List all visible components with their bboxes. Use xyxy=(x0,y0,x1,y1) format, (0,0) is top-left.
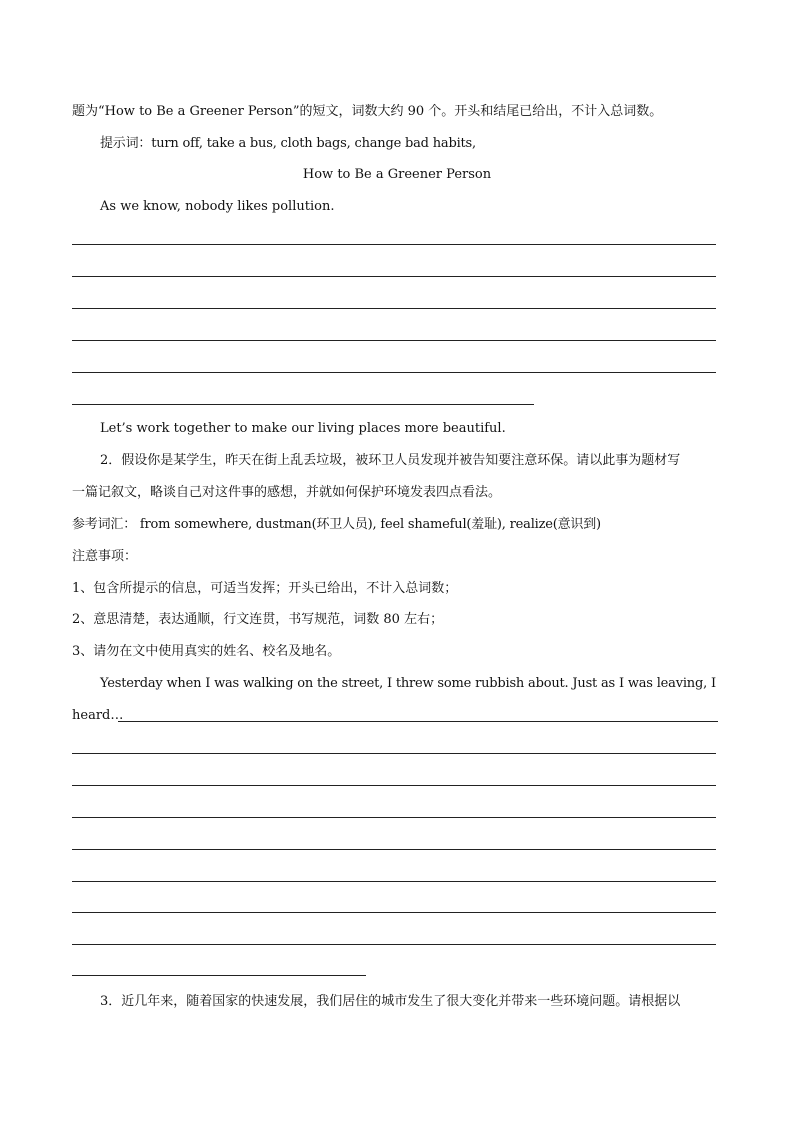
answer-line[interactable] xyxy=(72,817,716,818)
answer-line[interactable] xyxy=(72,340,716,341)
answer-line-short[interactable] xyxy=(72,404,534,405)
answer-line-short[interactable] xyxy=(72,975,366,976)
answer-line[interactable] xyxy=(72,881,716,882)
task1-opening-sentence: As we know, nobody likes pollution. xyxy=(100,199,335,214)
task2-note-2: 2、意思清楚，表达通顺，行文连贯，书写规范，词数 80 左右； xyxy=(72,612,444,627)
task3-prompt-line1: 3．近几年来，随着国家的快速发展，我们居住的城市发生了很大变化并带来一些环境问题。请根据以 xyxy=(100,994,681,1009)
task2-opening-line2: heard… xyxy=(72,708,124,723)
answer-line[interactable] xyxy=(72,944,716,945)
task2-prompt-line2: 一篇记叙文，略谈自己对这件事的感想，并就如何保护环境发表四点看法。 xyxy=(72,485,502,500)
answer-line[interactable] xyxy=(118,721,718,722)
answer-line[interactable] xyxy=(72,753,716,754)
task2-note-1: 1、包含所提示的信息，可适当发挥；开头已给出，不计入总词数； xyxy=(72,581,458,596)
task2-notes-heading: 注意事项： xyxy=(72,549,138,564)
task2-note-3: 3、请勿在文中使用真实的姓名、校名及地名。 xyxy=(72,644,341,659)
answer-line[interactable] xyxy=(72,276,716,277)
task1-essay-title: How to Be a Greener Person xyxy=(302,167,492,182)
task1-intro: 题为“How to Be a Greener Person”的短文，词数大约 90 个。开头和结尾已给出，不计入总词数。 xyxy=(72,104,663,119)
task2-vocabulary: 参考词汇： from somewhere, dustman(环卫人员), feel shameful(羞耻), realize(意识到) xyxy=(72,517,601,532)
task2-opening-line1: Yesterday when I was walking on the street, I threw some rubbish about. Just as I was leaving, I xyxy=(100,676,716,691)
answer-line[interactable] xyxy=(72,372,716,373)
task2-prompt-line1: 2．假设你是某学生，昨天在街上乱丢垃圾，被环卫人员发现并被告知要注意环保。请以此事为题材写 xyxy=(100,453,681,468)
answer-line[interactable] xyxy=(72,308,716,309)
task1-hints: 提示词：turn off, take a bus, cloth bags, change bad habits, xyxy=(100,136,476,151)
answer-line[interactable] xyxy=(72,785,716,786)
answer-line[interactable] xyxy=(72,244,716,245)
answer-line[interactable] xyxy=(72,849,716,850)
task1-closing-sentence: Let’s work together to make our living places more beautiful. xyxy=(100,421,506,436)
answer-line[interactable] xyxy=(72,912,716,913)
